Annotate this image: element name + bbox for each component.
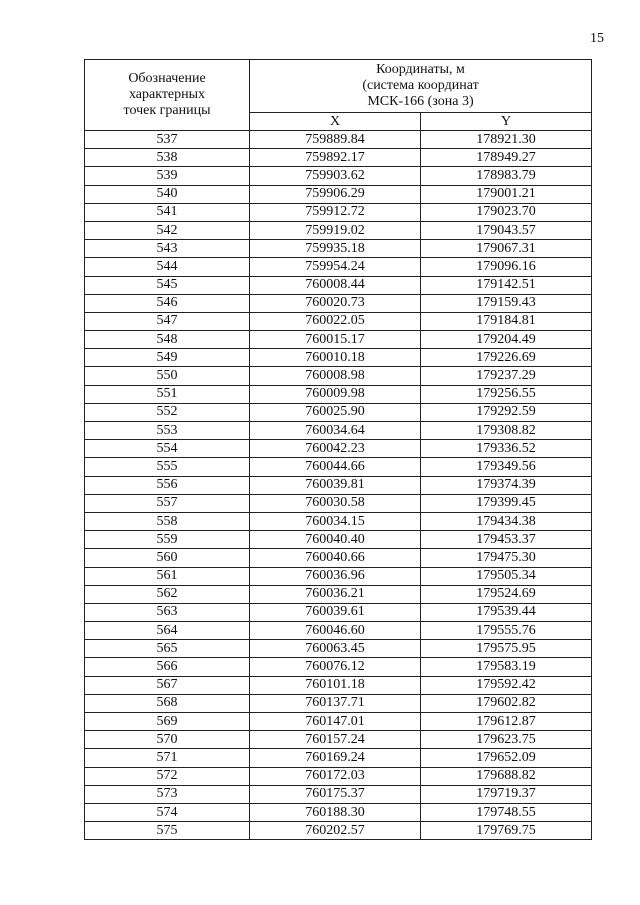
point-number-cell: 569	[85, 713, 250, 731]
x-coordinate-cell: 760015.17	[250, 331, 421, 349]
point-number-cell: 556	[85, 476, 250, 494]
point-number-cell: 564	[85, 622, 250, 640]
point-number-cell: 555	[85, 458, 250, 476]
y-coordinate-cell: 179602.82	[421, 694, 592, 712]
header-point-line: характерных	[128, 87, 206, 102]
table-row	[85, 512, 592, 530]
point-number-cell: 565	[85, 640, 250, 658]
y-coordinate-cell: 179001.21	[421, 185, 592, 203]
x-coordinate-cell: 760169.24	[250, 749, 421, 767]
y-coordinate-cell: 179336.52	[421, 440, 592, 458]
table-row	[85, 349, 592, 367]
x-coordinate-cell: 760008.98	[250, 367, 421, 385]
table-row	[85, 694, 592, 712]
x-coordinate-cell: 760101.18	[250, 676, 421, 694]
y-coordinate-cell: 179719.37	[421, 785, 592, 803]
y-coordinate-cell: 179539.44	[421, 603, 592, 621]
table-row	[85, 803, 592, 821]
table-header	[85, 60, 592, 131]
x-coordinate-cell: 759906.29	[250, 185, 421, 203]
header-coordinates-line: Координаты, м	[376, 62, 465, 77]
x-coordinate-cell: 759912.72	[250, 203, 421, 221]
y-coordinate-cell: 179349.56	[421, 458, 592, 476]
point-number-cell: 552	[85, 403, 250, 421]
point-number-cell: 570	[85, 731, 250, 749]
point-number-cell: 572	[85, 767, 250, 785]
table-row	[85, 585, 592, 603]
x-coordinate-cell: 759889.84	[250, 131, 421, 149]
y-coordinate-cell: 179575.95	[421, 640, 592, 658]
point-number-cell: 551	[85, 385, 250, 403]
x-coordinate-cell: 760025.90	[250, 403, 421, 421]
y-coordinate-cell: 179688.82	[421, 767, 592, 785]
header-point-designation	[85, 60, 250, 131]
table-row	[85, 531, 592, 549]
point-number-cell: 574	[85, 803, 250, 821]
table-row	[85, 167, 592, 185]
table-row	[85, 658, 592, 676]
point-number-cell: 540	[85, 185, 250, 203]
table-row	[85, 294, 592, 312]
x-coordinate-cell: 760008.44	[250, 276, 421, 294]
x-coordinate-cell: 760202.57	[250, 822, 421, 840]
y-coordinate-cell: 179524.69	[421, 585, 592, 603]
point-number-cell: 537	[85, 131, 250, 149]
x-coordinate-cell: 760063.45	[250, 640, 421, 658]
point-number-cell: 541	[85, 203, 250, 221]
x-coordinate-cell: 760039.61	[250, 603, 421, 621]
x-coordinate-cell: 760040.66	[250, 549, 421, 567]
table-row	[85, 422, 592, 440]
point-number-cell: 548	[85, 331, 250, 349]
point-number-cell: 554	[85, 440, 250, 458]
table-row	[85, 785, 592, 803]
y-coordinate-cell: 179067.31	[421, 240, 592, 258]
x-coordinate-cell: 760188.30	[250, 803, 421, 821]
x-coordinate-cell: 759919.02	[250, 221, 421, 239]
header-x: X	[250, 113, 421, 131]
header-point-line: Обозначение	[128, 71, 206, 86]
x-coordinate-cell: 760046.60	[250, 622, 421, 640]
x-coordinate-cell: 760040.40	[250, 531, 421, 549]
y-coordinate-cell: 179769.75	[421, 822, 592, 840]
point-number-cell: 573	[85, 785, 250, 803]
x-coordinate-cell: 760042.23	[250, 440, 421, 458]
point-number-cell: 566	[85, 658, 250, 676]
x-coordinate-cell: 760157.24	[250, 731, 421, 749]
point-number-cell: 568	[85, 694, 250, 712]
table-row	[85, 640, 592, 658]
y-coordinate-cell: 179226.69	[421, 349, 592, 367]
table-row	[85, 713, 592, 731]
point-number-cell: 575	[85, 822, 250, 840]
point-number-cell: 550	[85, 367, 250, 385]
table-body	[85, 131, 592, 840]
y-coordinate-cell: 179237.29	[421, 367, 592, 385]
x-coordinate-cell: 759892.17	[250, 149, 421, 167]
point-number-cell: 547	[85, 312, 250, 330]
y-coordinate-cell: 179256.55	[421, 385, 592, 403]
point-number-cell: 538	[85, 149, 250, 167]
point-number-cell: 539	[85, 167, 250, 185]
x-coordinate-cell: 759954.24	[250, 258, 421, 276]
x-coordinate-cell: 760009.98	[250, 385, 421, 403]
x-coordinate-cell: 760030.58	[250, 494, 421, 512]
y-coordinate-cell: 179475.30	[421, 549, 592, 567]
table-row	[85, 331, 592, 349]
y-coordinate-cell: 179434.38	[421, 512, 592, 530]
y-coordinate-cell: 179043.57	[421, 221, 592, 239]
y-coordinate-cell: 179505.34	[421, 567, 592, 585]
y-coordinate-cell: 179159.43	[421, 294, 592, 312]
table-row	[85, 440, 592, 458]
header-coordinates-line: (система координат	[362, 78, 479, 93]
table-row	[85, 458, 592, 476]
point-number-cell: 558	[85, 512, 250, 530]
table-row	[85, 149, 592, 167]
table-row	[85, 131, 592, 149]
point-number-cell: 544	[85, 258, 250, 276]
y-coordinate-cell: 179555.76	[421, 622, 592, 640]
header-y: Y	[421, 113, 592, 131]
header-coordinates	[250, 60, 592, 113]
table-row	[85, 749, 592, 767]
point-number-cell: 542	[85, 221, 250, 239]
table-row	[85, 276, 592, 294]
table-row	[85, 258, 592, 276]
point-number-cell: 553	[85, 422, 250, 440]
y-coordinate-cell: 179292.59	[421, 403, 592, 421]
table-row	[85, 549, 592, 567]
x-coordinate-cell: 760020.73	[250, 294, 421, 312]
y-coordinate-cell: 179204.49	[421, 331, 592, 349]
y-coordinate-cell: 178983.79	[421, 167, 592, 185]
table-row	[85, 603, 592, 621]
point-number-cell: 560	[85, 549, 250, 567]
y-coordinate-cell: 179652.09	[421, 749, 592, 767]
x-coordinate-cell: 760044.66	[250, 458, 421, 476]
y-coordinate-cell: 179453.37	[421, 531, 592, 549]
x-coordinate-cell: 759903.62	[250, 167, 421, 185]
y-coordinate-cell: 179096.16	[421, 258, 592, 276]
x-coordinate-cell: 760137.71	[250, 694, 421, 712]
y-coordinate-cell: 179612.87	[421, 713, 592, 731]
table-row	[85, 731, 592, 749]
header-coordinates-line: МСК-166 (зона 3)	[367, 94, 474, 109]
x-coordinate-cell: 759935.18	[250, 240, 421, 258]
x-coordinate-cell: 760034.64	[250, 422, 421, 440]
table-row	[85, 567, 592, 585]
table-row	[85, 367, 592, 385]
table-row	[85, 385, 592, 403]
table-row	[85, 203, 592, 221]
page-number: 15	[590, 31, 604, 46]
table-row	[85, 622, 592, 640]
y-coordinate-cell: 179399.45	[421, 494, 592, 512]
y-coordinate-cell: 178921.30	[421, 131, 592, 149]
coordinates-table	[84, 59, 592, 840]
x-coordinate-cell: 760036.21	[250, 585, 421, 603]
point-number-cell: 567	[85, 676, 250, 694]
point-number-cell: 571	[85, 749, 250, 767]
y-coordinate-cell: 179623.75	[421, 731, 592, 749]
y-coordinate-cell: 179583.19	[421, 658, 592, 676]
y-coordinate-cell: 179592.42	[421, 676, 592, 694]
point-number-cell: 549	[85, 349, 250, 367]
point-number-cell: 562	[85, 585, 250, 603]
table-row	[85, 822, 592, 840]
table-row	[85, 676, 592, 694]
y-coordinate-cell: 179308.82	[421, 422, 592, 440]
point-number-cell: 559	[85, 531, 250, 549]
x-coordinate-cell: 760034.15	[250, 512, 421, 530]
table-row	[85, 476, 592, 494]
table-row	[85, 403, 592, 421]
point-number-cell: 546	[85, 294, 250, 312]
x-coordinate-cell: 760022.05	[250, 312, 421, 330]
x-coordinate-cell: 760175.37	[250, 785, 421, 803]
x-coordinate-cell: 760036.96	[250, 567, 421, 585]
point-number-cell: 545	[85, 276, 250, 294]
table-row	[85, 494, 592, 512]
point-number-cell: 563	[85, 603, 250, 621]
table-row	[85, 312, 592, 330]
y-coordinate-cell: 179748.55	[421, 803, 592, 821]
point-number-cell: 543	[85, 240, 250, 258]
point-number-cell: 557	[85, 494, 250, 512]
header-point-line: точек границы	[123, 103, 211, 118]
table-row	[85, 185, 592, 203]
table-row	[85, 221, 592, 239]
table-row	[85, 240, 592, 258]
y-coordinate-cell: 179374.39	[421, 476, 592, 494]
x-coordinate-cell: 760076.12	[250, 658, 421, 676]
x-coordinate-cell: 760147.01	[250, 713, 421, 731]
y-coordinate-cell: 179184.81	[421, 312, 592, 330]
table-row	[85, 767, 592, 785]
y-coordinate-cell: 179142.51	[421, 276, 592, 294]
x-coordinate-cell: 760010.18	[250, 349, 421, 367]
y-coordinate-cell: 178949.27	[421, 149, 592, 167]
x-coordinate-cell: 760172.03	[250, 767, 421, 785]
y-coordinate-cell: 179023.70	[421, 203, 592, 221]
point-number-cell: 561	[85, 567, 250, 585]
x-coordinate-cell: 760039.81	[250, 476, 421, 494]
